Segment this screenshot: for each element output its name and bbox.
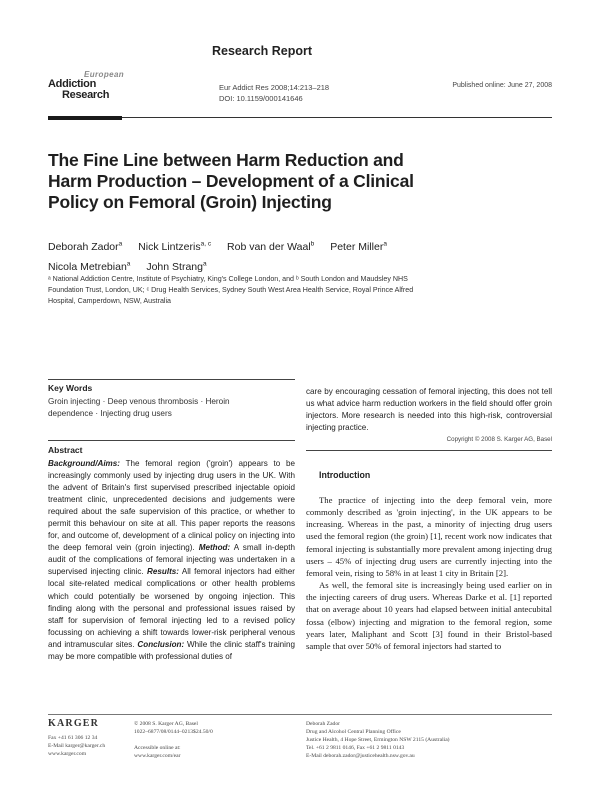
affiliation-line: Foundation Trust, London, UK; ᶜ Drug Health Services, Sydney South West Area Health Service, Royal Prince Alfred [48, 285, 414, 294]
author: Rob van der Waal$^b$ [227, 240, 315, 253]
author: Peter Miller$^a$ [330, 240, 387, 253]
abstract-body: Background/Aims: The femoral region ('groin') appears to be increasingly commonly used by injecting drug users in the UK. With the advent of Britain's first supervised prescribed injectable opioid treatment clinic, unprecedented decisions and judgements were required about the safe supervision of this practice, or whether to permit this behaviour on site at all. This paper reports the reasons for, and outcome of, development of a clinical policy on injecting into the deep femoral vein (groin injecting). Method: A small in-depth audit of the complications of femoral injecting was undertaken in a supervised injecting clinic. Results: All femoral injectors had either local site-related medical complications or other health problems which could potentially be worsened by ongoing injection. This finding along with the personal and professional issues raised by staff for supervision of femoral injecting led to a revised policy focussing on achieving a shift towards lower-risk peripheral venous and intramuscular sites. Conclusion: While the clinic staff's training may be more compatible with professional duties of [48, 459, 296, 661]
abstract-conclusion-label: Conclusion: [137, 639, 185, 649]
paragraph: As well, the femoral site is increasingly being used earlier on in the injecting careers of drug users. Whereas Darke et al. [1] reported that on average about 10 years had elapsed between initial antecubital fossa (elbow) injecting and migration to the femoral region, some years later, Maliphant and Scott [3] found in their Bristol-based sample that over 50% of femoral injectors had started to [306, 580, 552, 651]
publisher-contact: Fax +41 61 306 12 34 E-Mail karger@karger.ch www.karger.com [48, 735, 106, 757]
correspondence-address: Deborah Zador Drug and Alcohol Central Planning Office Justice Health, 4 Hope Street, Ermington NSW 2115 (Australia) Tel. +61 2 9811 0146, Fax +61 2 9811 0143 E-Mail deborah.zador@justicehealth.nsw.gov.au [306, 721, 450, 759]
introduction-body [306, 494, 552, 652]
keywords-heading: Key Words [48, 383, 93, 393]
footer-divider [48, 714, 552, 715]
affiliation-line: Hospital, Camperdown, NSW, Australia [48, 296, 172, 305]
abstract-heading: Abstract [48, 445, 83, 455]
published-online-date: Published online: June 27, 2008 [452, 82, 552, 89]
author: Deborah Zador$^a$ [48, 240, 123, 253]
journal-logo [48, 72, 128, 104]
abstract-divider [48, 440, 295, 441]
article-access-info: © 2008 S. Karger AG, Basel 1022–6877/08/0144–0213$24.50/0 Accessible online at: www.karger.com/ear [134, 721, 213, 759]
paragraph: The practice of injecting into the deep femoral vein, more commonly described as 'groin injecting', in the UK appears to be increasing. Whereas in the past, a minority of injecting drug users used the femoral region (the groin) [1], recent work now indicates that femoral injecting is substantially more prevalent among injecting drug users – 45% of injecting drug users are currently injecting into the femoral vein, rising to 58% in at least 1 city in Britain [2]. [306, 495, 552, 578]
header-divider [48, 117, 552, 118]
logo-line-2: Research [62, 89, 110, 101]
journal-ref: Eur Addict Res 2008;14:213–218 [219, 83, 330, 92]
keywords-divider [48, 379, 295, 380]
affiliations [48, 274, 468, 306]
author: Nick Lintzeris$^{a, c}$ [138, 240, 212, 253]
abstract-results-label: Results: [147, 567, 179, 577]
logo-small-text: European [84, 70, 125, 79]
header-accent-bar [48, 116, 122, 120]
author: Nicola Metrebian$^a$ [48, 260, 131, 273]
article-title: The Fine Line between Harm Reduction and Harm Production – Development of a Clinical Policy on Femoral (Groin) Injecting [48, 150, 414, 212]
abstract-copyright: Copyright © 2008 S. Karger AG, Basel [446, 436, 552, 443]
journal-citation [219, 82, 329, 104]
doi[interactable]: DOI: 10.1159/000141646 [219, 94, 303, 103]
introduction-heading: Introduction [319, 470, 371, 480]
abstract-method-label: Method: [198, 543, 231, 553]
publisher-logo: KARGER [48, 718, 100, 729]
keywords-list: Groin injecting · Deep venous thrombosis · Heroin dependence · Injecting drug users [48, 397, 230, 418]
author: John Strang$^a$ [146, 260, 207, 273]
abstract-continued: care by encouraging cessation of femoral injecting, this does not tell us what advice harm reduction workers in the field should offer groin injectors. More research is needed into this high-risk, controversial injecting practice. [306, 387, 552, 433]
logo-line-1: Addiction [48, 78, 97, 90]
abstract-background-label: Background/Aims: [48, 459, 120, 468]
article-type-label: Research Report [212, 44, 313, 58]
affiliation-line: ᵃ National Addiction Centre, Institute of Psychiatry, King's College London, and ᵇ South London and Maudsley NHS [48, 275, 408, 283]
author-list [48, 235, 498, 276]
abstract-end-divider [306, 450, 552, 451]
